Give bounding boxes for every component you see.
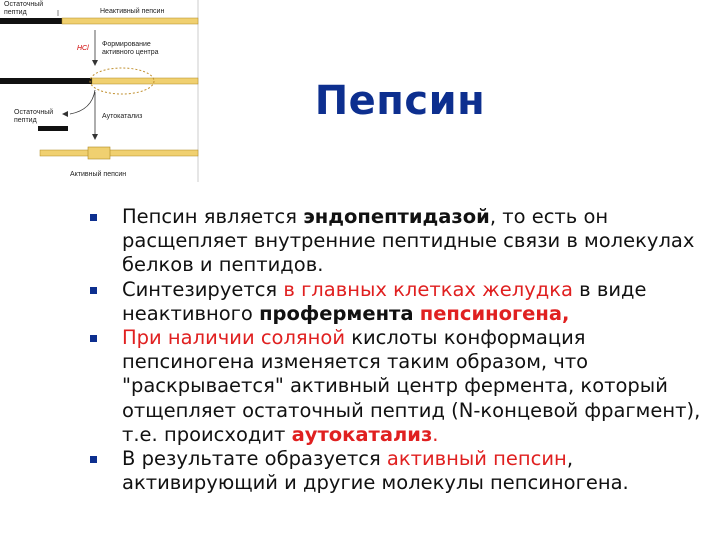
arrow-down-icon [92, 60, 98, 66]
bullet-square-icon [90, 335, 97, 342]
bullet-text-segment: пепсиногена, [419, 301, 570, 325]
bullet-item [90, 205, 710, 278]
active-center-block [88, 147, 110, 159]
bullet-text-segment: активный пепсин [386, 447, 567, 471]
bullet-text-segment: Пепсин является [122, 205, 304, 228]
cleaved-peptide-bar [38, 126, 68, 131]
bullet-text-segment: в главных клетках желудка [283, 277, 573, 301]
bullet-text-segment: эндопептидазой [303, 205, 490, 228]
label-residual-left-2: пептид [14, 117, 37, 124]
residual-peptide-bar-2 [0, 78, 92, 84]
bullet-text-segment: , то есть он расщепляет внутренние пептидные связи в молекулах белков и пептидов. [122, 205, 695, 277]
bullet-item [90, 326, 710, 447]
bullet-square-icon [90, 456, 97, 463]
label-active-pepsin: Активный пепсин [70, 171, 127, 178]
label-forming-1: Формирование [102, 41, 151, 48]
bullet-square-icon [90, 214, 97, 221]
label-forming-2: активного центра [102, 49, 159, 56]
arrow-left-icon [62, 111, 68, 117]
bullet-text-segment: аутокатализ [291, 422, 433, 446]
bullet-text-segment: , активирующий и другие молекулы пепсиногена. [122, 447, 629, 495]
bullet-text-segment: В результате образуется [122, 447, 387, 471]
label-autocatalysis: Аутокатализ [102, 113, 143, 120]
label-hcl: HCl [77, 45, 89, 52]
label-residual-top: Остаточный пептид [4, 1, 44, 16]
bullet-item [90, 447, 710, 495]
label-residual-left-1: Остаточный [14, 109, 54, 116]
bullet-square-icon [90, 287, 97, 294]
bullet-text-segment: При наличии соляной [122, 326, 346, 350]
bullet-text-segment: Синтезируется [122, 277, 284, 301]
bullet-text-segment: в виде неактивного [122, 277, 647, 325]
bullet-list [90, 205, 710, 495]
bullet-text-segment: профермента [259, 301, 414, 325]
active-pepsin-bar [40, 150, 198, 156]
inactive-pepsin-bar [62, 18, 198, 24]
bullet-item [90, 278, 710, 326]
pepsin-activation-diagram [0, 0, 200, 182]
bullet-text-segment: кислоты конформация пепсиногена изменяется таким образом, что "раскрывается" активный центр фермента, который отщепляет остаточный пептид (N-концевой фрагмент), т.е. происходит [122, 326, 701, 446]
pepsinogen-bar [92, 78, 198, 84]
arrow-down-icon-2 [92, 134, 98, 140]
residual-peptide-bar [0, 18, 62, 24]
slide-title: Пепсин [314, 78, 486, 124]
label-inactive-pepsin: Неактивный пепсин [100, 8, 165, 15]
bullet-text-segment: . [432, 422, 439, 446]
